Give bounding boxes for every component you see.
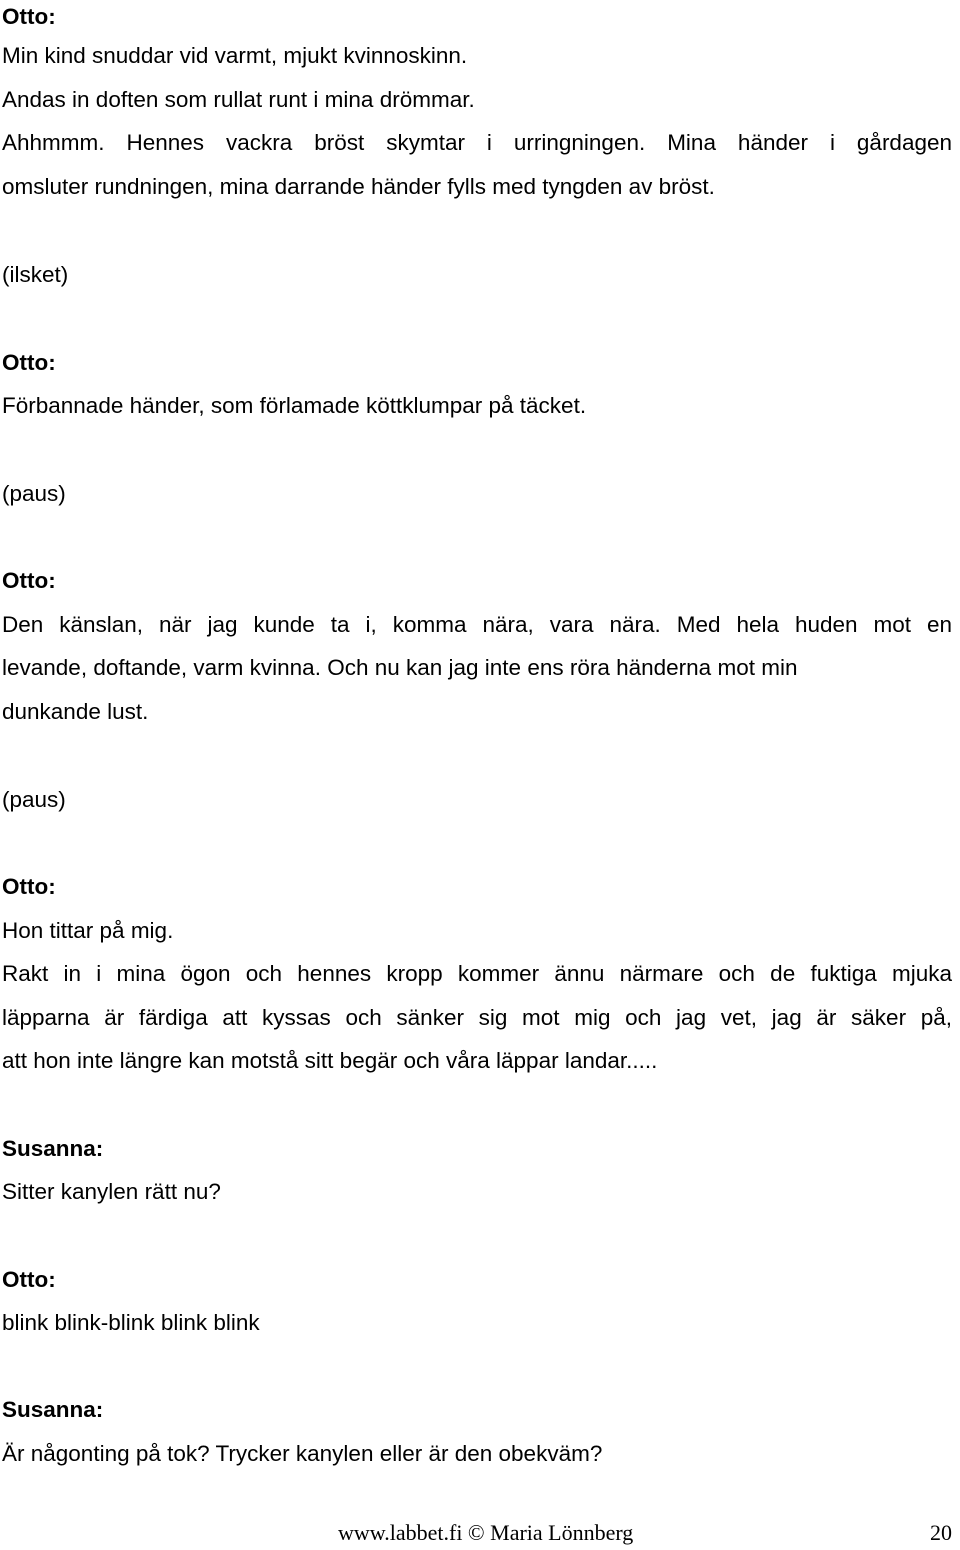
stage-direction: (paus) bbox=[2, 481, 66, 506]
dialogue-line: Sitter kanylen rätt nu? bbox=[2, 1179, 221, 1204]
dialogue-line: läpparna är färdiga att kyssas och sänker sig mot mig och jag vet, jag är säker på, bbox=[2, 1005, 952, 1030]
dialogue-line: dunkande lust. bbox=[2, 699, 149, 724]
speaker-label-otto: Otto: bbox=[2, 568, 56, 593]
dialogue-line: att hon inte längre kan motstå sitt begär och våra läppar landar..... bbox=[2, 1048, 658, 1073]
speaker-label-otto: Otto: bbox=[2, 350, 56, 375]
speaker-label-otto: Otto: bbox=[2, 874, 56, 899]
speaker-label-susanna: Susanna: bbox=[2, 1397, 104, 1422]
dialogue-line: omsluter rundningen, mina darrande händer fylls med tyngden av bröst. bbox=[2, 174, 715, 199]
speaker-label-otto: Otto: bbox=[2, 4, 56, 29]
dialogue-line: Förbannade händer, som förlamade köttklumpar på täcket. bbox=[2, 393, 587, 418]
speaker-label-otto: Otto: bbox=[2, 1267, 56, 1292]
dialogue-line: Min kind snuddar vid varmt, mjukt kvinnoskinn. bbox=[2, 43, 468, 68]
stage-direction: (ilsket) bbox=[2, 262, 69, 287]
stage-direction: (paus) bbox=[2, 787, 66, 812]
dialogue-line: Den känslan, när jag kunde ta i, komma nära, vara nära. Med hela huden mot en bbox=[2, 612, 952, 637]
dialogue-line: Andas in doften som rullat runt i mina drömmar. bbox=[2, 87, 475, 112]
speaker-label-susanna: Susanna: bbox=[2, 1136, 104, 1161]
dialogue-line: levande, doftande, varm kvinna. Och nu kan jag inte ens röra händerna mot min bbox=[2, 655, 798, 680]
footer-site-credit: www.labbet.fi © Maria Lönnberg bbox=[338, 1520, 634, 1545]
dialogue-line: Ahhmmm. Hennes vackra bröst skymtar i urringningen. Mina händer i gårdagen bbox=[2, 130, 952, 155]
dialogue-line: Rakt in i mina ögon och hennes kropp kommer ännu närmare och de fuktiga mjuka bbox=[2, 961, 952, 986]
page-number: 20 bbox=[930, 1520, 952, 1545]
dialogue-line: Hon tittar på mig. bbox=[2, 918, 174, 943]
dialogue-line: Är någonting på tok? Trycker kanylen eller är den obekväm? bbox=[2, 1441, 603, 1466]
dialogue-line: blink blink-blink blink blink bbox=[2, 1310, 260, 1335]
